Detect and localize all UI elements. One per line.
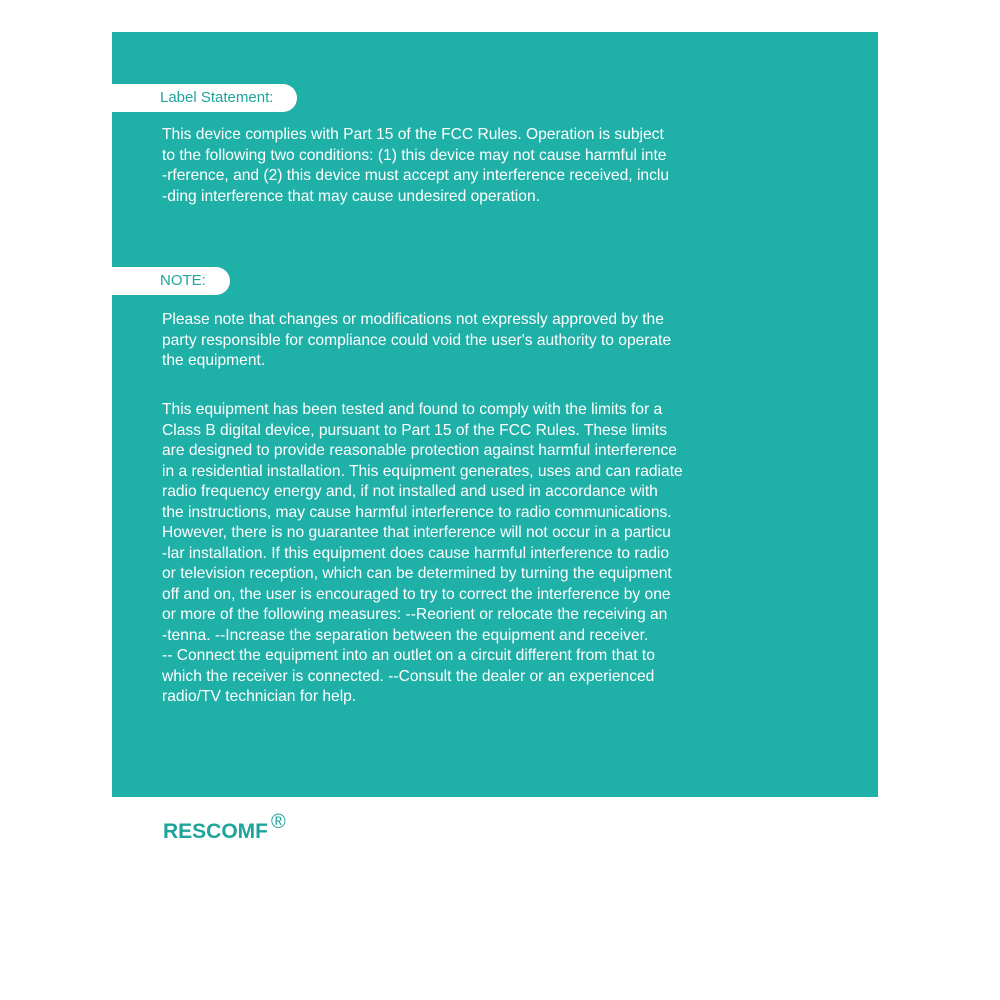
text-line: the instructions, may cause harmful interference to radio communications. (162, 503, 672, 521)
text-line: -- Connect the equipment into an outlet on a circuit different from that to (162, 647, 655, 664)
note-heading: NOTE: (112, 267, 230, 295)
text-line: radio frequency energy and, if not installed and used in accordance with (162, 483, 658, 500)
registered-mark: ® (271, 811, 286, 833)
text-line: This equipment has been tested and found to comply with the limits for a (162, 401, 663, 418)
note-paragraph-2 (162, 400, 862, 708)
text-line: -ding interference that may cause undesired operation. (162, 187, 540, 205)
text-line: However, there is no guarantee that interference will not occur in a particu (162, 524, 671, 541)
note-paragraph-1 (162, 310, 862, 372)
text-line: off and on, the user is encouraged to try to correct the interference by one (162, 585, 671, 603)
text-line: which the receiver is connected. --Consult the dealer or an experienced (162, 667, 655, 685)
text-line: -lar installation. If this equipment does cause harmful interference to radio (162, 544, 670, 562)
text-line: are designed to provide reasonable protection against harmful interference (162, 442, 677, 459)
text-line: radio/TV technician for help. (162, 688, 357, 705)
text-line: Class B digital device, pursuant to Part 15 of the FCC Rules. These limits (162, 421, 667, 439)
label-statement-text (162, 125, 862, 207)
brand-logo (163, 811, 286, 846)
text-line: -rference, and (2) this device must accept any interference received, inclu (162, 167, 670, 184)
text-line: party responsible for compliance could void the user's authority to operate (162, 331, 672, 349)
text-line: or television reception, which can be determined by turning the equipment (162, 565, 672, 582)
text-line: This device complies with Part 15 of the FCC Rules. Operation is subject (162, 126, 664, 143)
text-line: -tenna. --Increase the separation between the equipment and receiver. (162, 626, 649, 644)
text-line: Please note that changes or modifications not expressly approved by the (162, 311, 664, 328)
brand-name: RESCOMF (163, 820, 268, 843)
text-line: in a residential installation. This equipment generates, uses and can radiate (162, 462, 683, 480)
text-line: to the following two conditions: (1) this device may not cause harmful inte (162, 146, 667, 164)
label-statement-heading: Label Statement: (112, 84, 297, 112)
text-line: the equipment. (162, 352, 266, 369)
text-line: or more of the following measures: --Reorient or relocate the receiving an (162, 606, 668, 623)
